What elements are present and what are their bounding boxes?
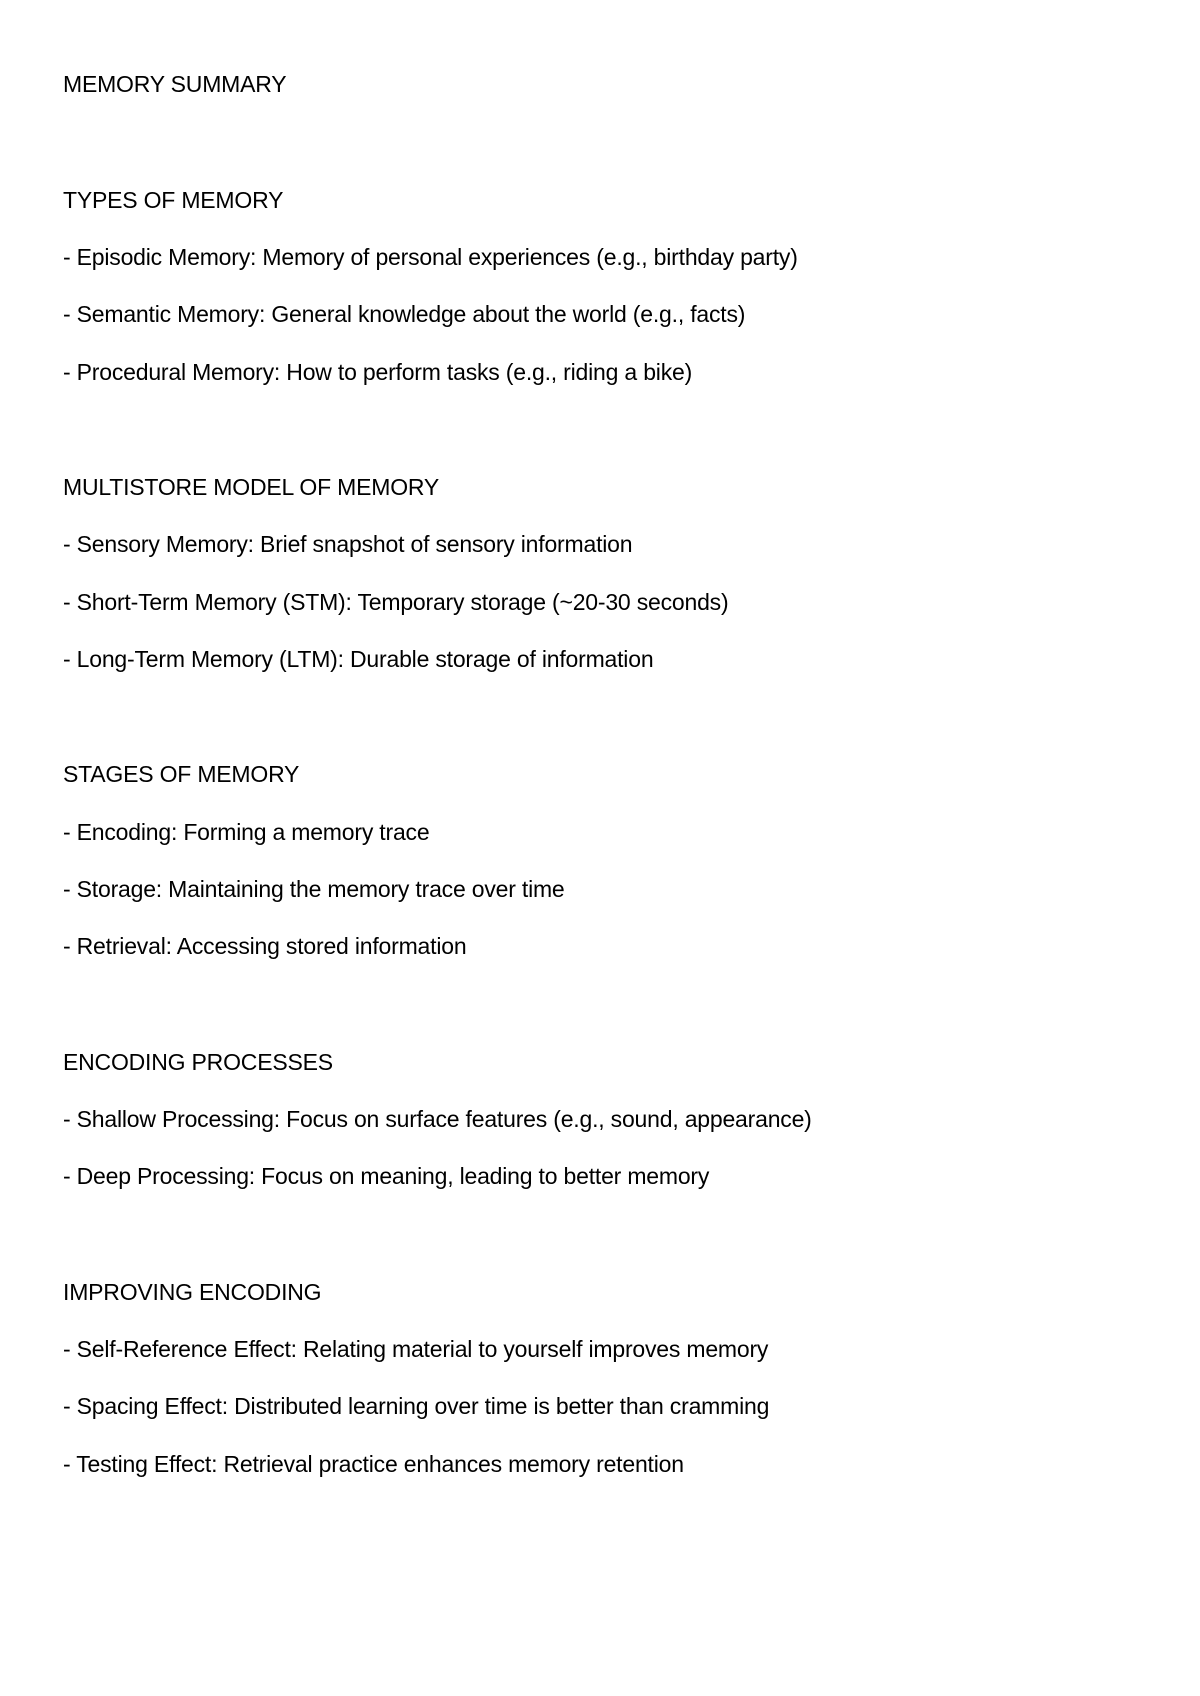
section-heading: TYPES OF MEMORY xyxy=(63,187,284,213)
document-title: MEMORY SUMMARY xyxy=(63,71,287,97)
list-item: - Testing Effect: Retrieval practice enhances memory retention xyxy=(63,1451,684,1477)
list-item: - Short-Term Memory (STM): Temporary storage (~20-30 seconds) xyxy=(63,589,729,615)
list-item: - Deep Processing: Focus on meaning, leading to better memory xyxy=(63,1163,710,1189)
list-item: - Storage: Maintaining the memory trace over time xyxy=(63,876,565,902)
list-item: - Encoding: Forming a memory trace xyxy=(63,819,430,845)
section-heading: ENCODING PROCESSES xyxy=(63,1049,333,1075)
list-item: - Episodic Memory: Memory of personal experiences (e.g., birthday party) xyxy=(63,244,798,270)
list-item: - Sensory Memory: Brief snapshot of sensory information xyxy=(63,531,633,557)
list-item: - Long-Term Memory (LTM): Durable storage of information xyxy=(63,646,654,672)
list-item: - Retrieval: Accessing stored information xyxy=(63,933,467,959)
list-item: - Procedural Memory: How to perform tasks (e.g., riding a bike) xyxy=(63,359,693,385)
section-heading: STAGES OF MEMORY xyxy=(63,761,300,787)
section-heading: MULTISTORE MODEL OF MEMORY xyxy=(63,474,440,500)
list-item: - Semantic Memory: General knowledge about the world (e.g., facts) xyxy=(63,301,746,327)
section-heading: IMPROVING ENCODING xyxy=(63,1279,322,1305)
list-item: - Spacing Effect: Distributed learning over time is better than cramming xyxy=(63,1393,770,1419)
list-item: - Shallow Processing: Focus on surface features (e.g., sound, appearance) xyxy=(63,1106,812,1132)
list-item: - Self-Reference Effect: Relating material to yourself improves memory xyxy=(63,1336,769,1362)
